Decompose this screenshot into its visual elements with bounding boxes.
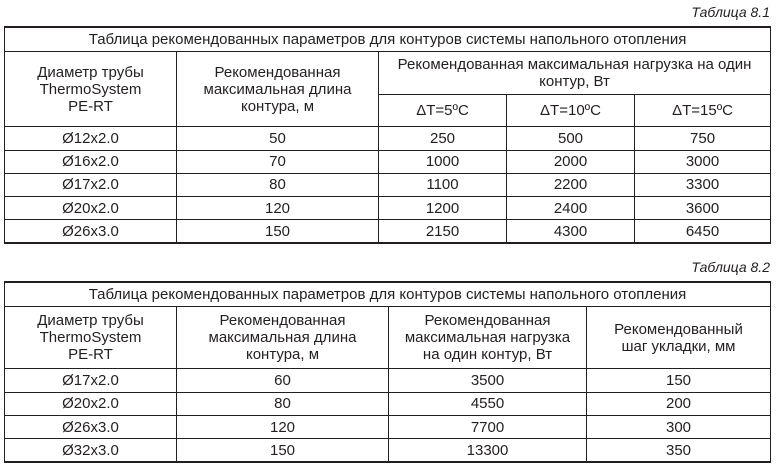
- table-2: [4, 281, 771, 463]
- table-1-title: Таблица рекомендованных параметров для контуров системы напольного отопления: [5, 27, 771, 51]
- cell-diameter: Ø20x2.0: [5, 392, 177, 415]
- cell-length: 150: [177, 439, 389, 462]
- cell-dt5: 1000: [379, 150, 507, 173]
- cell-diameter: Ø32x3.0: [5, 439, 177, 462]
- cell-length: 60: [177, 369, 389, 392]
- table-row: [5, 369, 771, 392]
- table-2-caption: Таблица 8.2: [691, 259, 770, 275]
- cell-dt5: 2150: [379, 220, 507, 243]
- cell-dt15: 3600: [635, 197, 771, 220]
- cell-dt15: 6450: [635, 220, 771, 243]
- cell-dt10: 4300: [507, 220, 635, 243]
- header-dt10: ΔT=10ºC: [507, 95, 635, 127]
- cell-length: 80: [177, 392, 389, 415]
- cell-length: 120: [177, 415, 389, 438]
- table-1-caption: Таблица 8.1: [691, 4, 770, 20]
- table-row: [5, 415, 771, 438]
- cell-length: 80: [177, 173, 379, 196]
- cell-dt5: 1100: [379, 173, 507, 196]
- cell-diameter: Ø20x2.0: [5, 197, 177, 220]
- cell-load: 13300: [389, 439, 587, 462]
- table-row: [5, 392, 771, 415]
- header-length: Рекомендованная максимальная длина контура, м: [177, 306, 389, 369]
- header-dt15: ΔT=15ºC: [635, 95, 771, 127]
- cell-dt5: 250: [379, 127, 507, 150]
- cell-step: 150: [587, 369, 771, 392]
- cell-length: 50: [177, 127, 379, 150]
- cell-load: 3500: [389, 369, 587, 392]
- header-dt5: ΔT=5ºC: [379, 95, 507, 127]
- cell-dt10: 2200: [507, 173, 635, 196]
- cell-length: 150: [177, 220, 379, 243]
- header-load: Рекомендованная максимальная нагрузка на один контур, Вт: [389, 306, 587, 369]
- header-diameter: Диаметр трубы ThermoSystem PE-RT: [5, 306, 177, 369]
- header-diameter: Диаметр трубы ThermoSystem PE-RT: [5, 51, 177, 127]
- cell-dt10: 2400: [507, 197, 635, 220]
- table-row: [5, 220, 771, 243]
- cell-dt10: 2000: [507, 150, 635, 173]
- header-load: Рекомендованная максимальная нагрузка на один контур, Вт: [379, 51, 771, 94]
- cell-diameter: Ø17x2.0: [5, 369, 177, 392]
- cell-diameter: Ø17x2.0: [5, 173, 177, 196]
- cell-dt15: 3000: [635, 150, 771, 173]
- header-length: Рекомендованная максимальная длина контура, м: [177, 51, 379, 127]
- header-step: Рекомендованный шаг укладки, мм: [587, 306, 771, 369]
- table-1: [4, 26, 771, 244]
- cell-step: 350: [587, 439, 771, 462]
- table-row: [5, 197, 771, 220]
- cell-length: 120: [177, 197, 379, 220]
- cell-diameter: Ø16x2.0: [5, 150, 177, 173]
- cell-diameter: Ø12x2.0: [5, 127, 177, 150]
- table-row: [5, 127, 771, 150]
- cell-length: 70: [177, 150, 379, 173]
- cell-dt15: 3300: [635, 173, 771, 196]
- table-2-title: Таблица рекомендованных параметров для контуров системы напольного отопления: [5, 282, 771, 306]
- table-row: [5, 173, 771, 196]
- cell-diameter: Ø26x3.0: [5, 415, 177, 438]
- cell-step: 200: [587, 392, 771, 415]
- table-row: [5, 150, 771, 173]
- cell-load: 7700: [389, 415, 587, 438]
- cell-diameter: Ø26x3.0: [5, 220, 177, 243]
- table-row: [5, 439, 771, 462]
- cell-dt10: 500: [507, 127, 635, 150]
- cell-dt5: 1200: [379, 197, 507, 220]
- cell-step: 300: [587, 415, 771, 438]
- cell-dt15: 750: [635, 127, 771, 150]
- cell-load: 4550: [389, 392, 587, 415]
